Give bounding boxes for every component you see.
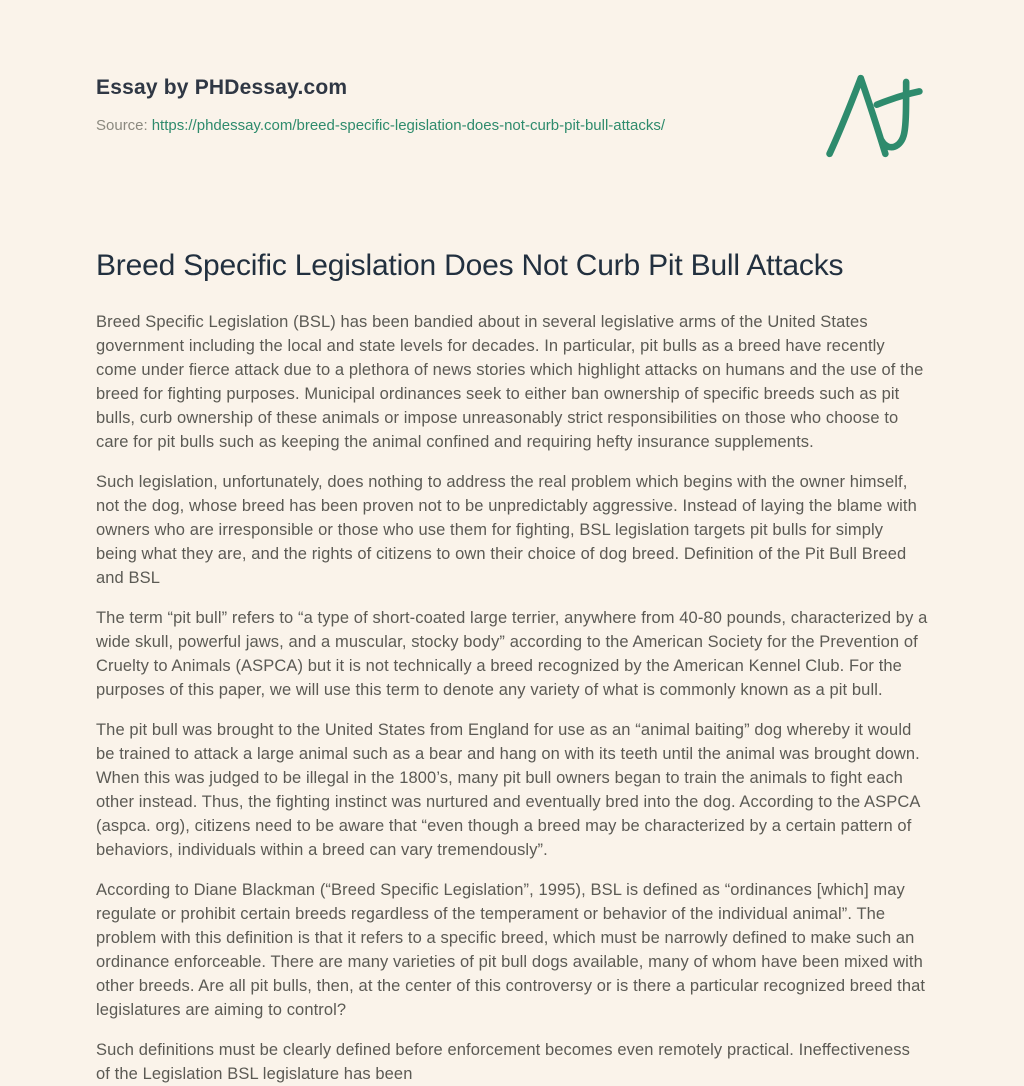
page [96,0,928,1086]
source-url-link[interactable]: https://phdessay.com/breed-specific-legislation-does-not-curb-pit-bull-attacks/ [151,117,665,134]
paragraph-2: Such legislation, unfortunately, does nothing to address the real problem which begins with the owner himself, not the dog, whose breed has been proven not to be unpredictably aggressive. Instead of laying the blame with owners who are irresponsible or those who use them for fighting, BSL legislation targets pit bulls for simply being what they are, and the rights of citizens to own their choice of dog breed. Definition of the Pit Bull Breed and BSL [96,473,917,587]
source-label: Source: [96,117,148,134]
article [96,248,928,1086]
paragraph-4: The pit bull was brought to the United States from England for use as an “animal baiting” dog whereby it would be trained to attack a large animal such as a bear and hang on with its teeth until the animal was brought down. When this was judged to be illegal in the 1800’s, many pit bull owners began to train the animals to fight each other instead. Thus, the fighting instinct was nurtured and eventually bred into the dog. According to the ASPCA (aspca. org), citizens need to be aware that “even though a breed may be characterized by a certain pattern of behaviors, individuals within a breed can vary tremendously”. [96,721,920,859]
source-line [96,117,665,134]
article-body [96,310,928,1086]
brand-title: Essay by PHDessay.com [96,76,348,99]
phdessay-logo [822,70,926,162]
header-left [96,76,665,134]
a-plus-icon [822,70,926,162]
paragraph-1: Breed Specific Legislation (BSL) has been bandied about in several legislative arms of the United States government including the local and state levels for decades. In particular, pit bulls as a breed have recently come under fierce attack due to a plethora of news stories which highlight attacks on humans and the use of the breed for fighting purposes. Municipal ordinances seek to either ban ownership of specific breeds such as pit bulls, curb ownership of these animals or impose unreasonably strict responsibilities on those who choose to care for pit bulls such as keeping the animal confined and requiring hefty insurance supplements. [96,313,924,451]
paragraph-6: Such definitions must be clearly defined before enforcement becomes even remotely practical. Ineffectiveness of the Legislation BSL legislature has been [96,1041,910,1083]
paragraph-5: According to Diane Blackman (“Breed Specific Legislation”, 1995), BSL is defined as “ordinances [which] may regulate or prohibit certain breeds regardless of the temperament or behavior of the individual animal”. The problem with this definition is that it refers to a specific breed, which must be narrowly defined to make such an ordinance enforceable. There are many varieties of pit bull dogs available, many of whom have been mixed with other breeds. Are all pit bulls, then, at the center of this controversy or is there a particular recognized breed that legislatures are aiming to control? [96,881,926,1019]
header [96,76,928,162]
paragraph-3: The term “pit bull” refers to “a type of short-coated large terrier, anywhere from 40-80 pounds, characterized by a wide skull, powerful jaws, and a muscular, stocky body” according to the American Society for the Prevention of Cruelty to Animals (ASPCA) but it is not technically a breed recognized by the American Kennel Club. For the purposes of this paper, we will use this term to denote any variety of what is commonly known as a pit bull. [96,609,928,699]
page-title: Breed Specific Legislation Does Not Curb Pit Bull Attacks [96,249,844,282]
